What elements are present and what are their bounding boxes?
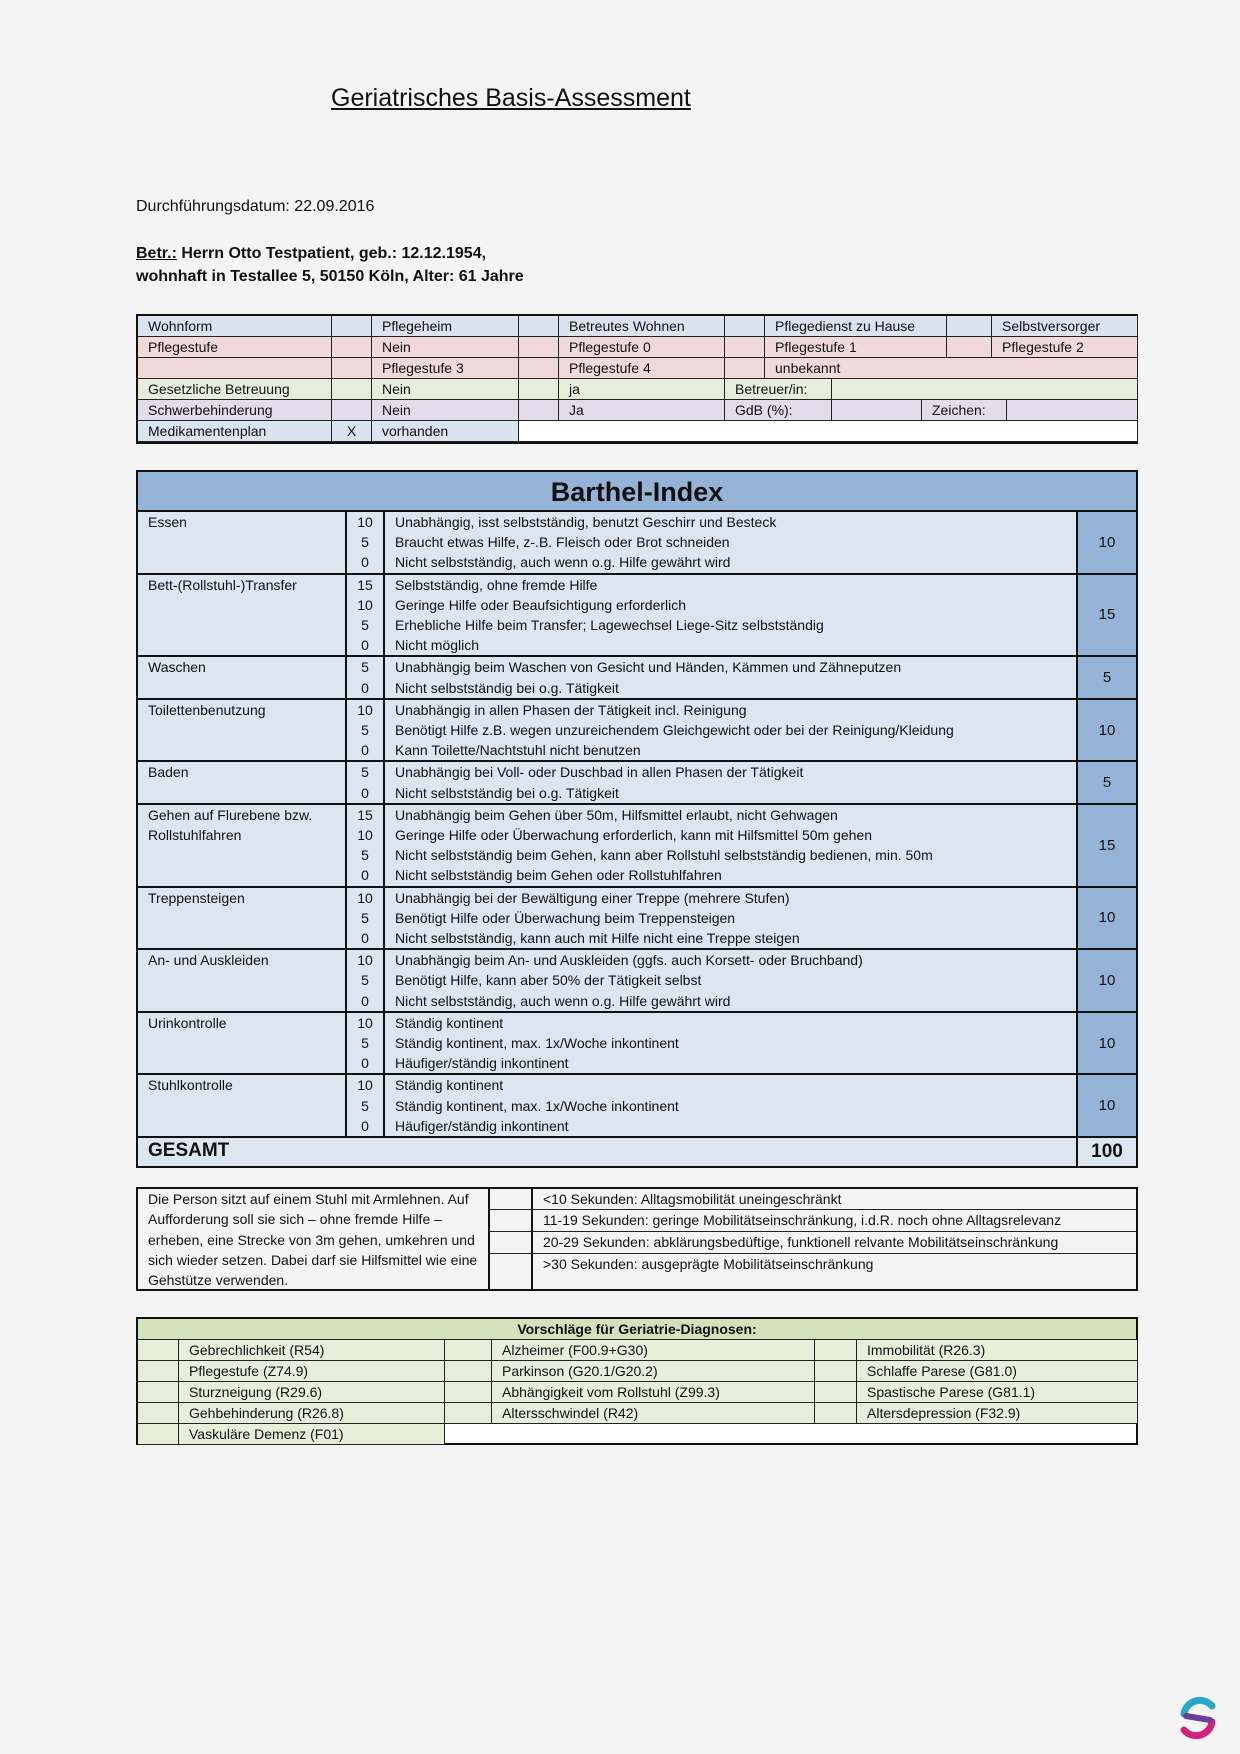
item-score[interactable]: 10 (1076, 1075, 1136, 1136)
option-points: 0 (361, 742, 369, 759)
barthel-item-label: Waschen (148, 659, 206, 676)
option-points: 10 (357, 889, 373, 906)
info-cell: Pflegeheim (372, 316, 519, 337)
option-description: Unabhängig beim An- und Auskleiden (ggfs. auch Korsett- oder Bruchband) (395, 952, 863, 969)
mobility-option-label: >30 Sekunden: ausgeprägte Mobilitätseinschränkung (543, 1256, 874, 1272)
barthel-row (138, 950, 1136, 1013)
option-description: Erhebliche Hilfe beim Transfer; Lagewechsel Liege-Sitz selbstständig (395, 617, 824, 633)
mobility-option-label: 11-19 Sekunden: geringe Mobilitätseinschränkung, i.d.R. noch ohne Alltagsrelevanz (543, 1212, 1062, 1228)
option-points: 15 (357, 576, 373, 593)
mobility-option-checkbox[interactable] (488, 1189, 533, 1209)
option-points: 10 (357, 952, 373, 969)
description-column (395, 512, 776, 573)
diagnosis-checkbox[interactable] (138, 1382, 179, 1403)
mobility-option-checkbox[interactable] (488, 1210, 533, 1231)
item-score[interactable]: 5 (1076, 762, 1136, 802)
option-points: 15 (357, 806, 373, 823)
barthel-item-label: Gehen auf Flurebene bzw. Rollstuhlfahren (148, 806, 313, 843)
option-description: Nicht selbstständig beim Gehen, kann aber Rollstuhl selbstständig bedienen, min. 50m (395, 847, 933, 864)
description-column (395, 950, 863, 1011)
option-description: Selbstständig, ohne fremde Hilfe (395, 576, 598, 593)
checkbox-cell[interactable] (332, 316, 372, 337)
diagnosis-checkbox[interactable] (138, 1424, 179, 1445)
points-column (345, 512, 385, 573)
patient-name: Herrn Otto Testpatient, geb.: 12.12.1954, (176, 245, 487, 262)
document-title: Geriatrisches Basis-Assessment (331, 84, 691, 112)
checkbox-cell[interactable] (947, 316, 992, 337)
item-score[interactable]: 10 (1076, 512, 1136, 573)
option-points: 5 (361, 617, 369, 633)
barthel-row (138, 762, 1136, 804)
option-description: Häufiger/ständig inkontinent (395, 1055, 569, 1072)
option-description: Benötigt Hilfe z.B. wegen unzureichendem Gleichgewicht oder bei der Reinigung/Kleidung (395, 722, 954, 738)
checkbox-cell[interactable] (519, 316, 559, 337)
diagnoses-table (136, 1317, 1138, 1445)
info-cell: Pflegestufe (138, 337, 332, 358)
item-score[interactable]: 15 (1076, 575, 1136, 656)
barthel-row (138, 888, 1136, 951)
option-points: 10 (357, 827, 373, 843)
option-description: Nicht selbstständig, kann auch mit Hilfe nicht eine Treppe steigen (395, 930, 800, 946)
checkbox-cell[interactable] (332, 337, 372, 358)
description-column (395, 888, 800, 949)
option-points: 10 (357, 701, 373, 718)
diagnosis-label: Pflegestufe (Z74.9) (179, 1361, 445, 1382)
option-points: 10 (357, 514, 373, 530)
option-points: 0 (361, 784, 369, 801)
barthel-row (138, 1075, 1136, 1138)
option-points: 0 (361, 1117, 369, 1134)
option-points: 5 (361, 1097, 369, 1114)
info-cell: Pflegestufe 0 (559, 337, 725, 358)
diagnosis-checkbox[interactable] (445, 1382, 492, 1403)
barthel-item-label: Baden (148, 764, 189, 781)
diagnosis-label: Alzheimer (F00.9+G30) (492, 1340, 815, 1361)
info-cell: Medikamentenplan (138, 421, 332, 442)
info-cell: Nein (372, 400, 519, 421)
patient-line-2: wohnhaft in Testallee 5, 50150 Köln, Alter: 61 Jahre (136, 268, 524, 285)
mobility-option-row (488, 1254, 1136, 1289)
diagnosis-label: Gebrechlichkeit (R54) (179, 1340, 445, 1361)
option-points: 10 (357, 1014, 373, 1031)
option-description: Ständig kontinent, max. 1x/Woche inkontinent (395, 1097, 679, 1114)
option-points: 0 (361, 554, 369, 571)
diagnosis-label: Parkinson (G20.1/G20.2) (492, 1361, 815, 1382)
option-description: Nicht selbstständig beim Gehen oder Rollstuhlfahren (395, 867, 722, 884)
option-description: Braucht etwas Hilfe, z-.B. Fleisch oder Brot schneiden (395, 534, 730, 551)
item-score[interactable]: 10 (1076, 1013, 1136, 1074)
info-cell: Betreutes Wohnen (559, 316, 725, 337)
date-line: Durchführungsdatum: 22.09.2016 (136, 198, 375, 215)
description-column (395, 657, 901, 697)
diagnosis-checkbox[interactable] (138, 1403, 179, 1424)
checkbox-cell[interactable] (332, 358, 372, 379)
barthel-item-label: An- und Auskleiden (148, 952, 269, 969)
option-description: Unabhängig in allen Phasen der Tätigkeit incl. Reinigung (395, 701, 747, 718)
option-description: Unabhängig beim Waschen von Gesicht und Händen, Kämmen und Zähneputzen (395, 659, 902, 676)
option-description: Benötigt Hilfe oder Überwachung beim Treppensteigen (395, 909, 736, 926)
patient-line-1 (136, 245, 486, 263)
points-column (345, 575, 385, 656)
diagnosis-label: Schlaffe Parese (G81.0) (857, 1361, 1138, 1382)
info-cell: Selbstversorger (992, 316, 1138, 337)
option-points: 5 (361, 659, 369, 676)
info-cell: Nein (372, 379, 519, 400)
option-points: 5 (361, 534, 369, 551)
option-points: 5 (361, 1035, 369, 1051)
description-column (395, 700, 954, 761)
diagnosis-label: Sturzneigung (R29.6) (179, 1382, 445, 1403)
checkbox-cell[interactable] (332, 400, 372, 421)
barthel-item-label: Treppensteigen (148, 889, 245, 906)
barthel-item-label: Bett-(Rollstuhl-)Transfer (148, 576, 297, 593)
info-cell (519, 421, 1138, 442)
info-cell: Ja (559, 400, 725, 421)
diagnosis-label: Vaskuläre Demenz (F01) (179, 1424, 445, 1445)
diagnosis-label: Gehbehinderung (R26.8) (179, 1403, 445, 1424)
item-score[interactable]: 15 (1076, 805, 1136, 886)
info-cell: Betreuer/in: (725, 379, 832, 400)
barthel-row (138, 1013, 1136, 1076)
mobility-option-checkbox[interactable] (488, 1232, 533, 1253)
option-points: 5 (361, 722, 369, 738)
barthel-item-label: Essen (148, 514, 187, 530)
info-cell: Zeichen: (922, 400, 1007, 421)
checkbox-cell[interactable] (519, 337, 559, 358)
mobility-test-description: Die Person sitzt auf einem Stuhl mit Armlehnen. Auf Aufforderung soll sie sich – ohne fremde Hilfe – erheben, eine Strecke von 3m gehen, umkehren und sich wieder setzen. Dabei darf sie Hilfsmittel wie eine Gehstütze verwenden. (148, 1191, 478, 1289)
option-description: Unabhängig beim Gehen über 50m, Hilfsmittel erlaubt, nicht Gehwagen (395, 806, 838, 823)
barthel-row (138, 657, 1136, 699)
option-points: 10 (357, 1077, 373, 1094)
option-description: Unabhängig bei der Bewältigung einer Treppe (mehrere Stufen) (395, 889, 790, 906)
diagnosis-label: Spastische Parese (G81.1) (857, 1382, 1138, 1403)
option-points: 5 (361, 847, 369, 864)
diagnoses-title: Vorschläge für Geriatrie-Diagnosen: (138, 1319, 1136, 1340)
checkbox-cell[interactable] (725, 358, 765, 379)
betr-label: Betr.: (136, 245, 177, 262)
checkbox-cell[interactable]: X (332, 421, 372, 442)
info-cell (138, 358, 332, 379)
barthel-row (138, 700, 1136, 763)
info-cell: Schwerbehinderung (138, 400, 332, 421)
barthel-row (138, 805, 1136, 888)
diagnosis-checkbox[interactable] (815, 1382, 857, 1403)
description-column (395, 805, 933, 886)
item-score[interactable]: 10 (1076, 888, 1136, 949)
info-cell: Pflegestufe 3 (372, 358, 519, 379)
points-column (345, 762, 385, 802)
option-description: Nicht selbstständig, auch wenn o.g. Hilfe gewährt wird (395, 992, 731, 1009)
option-points: 10 (357, 596, 373, 613)
option-points: 5 (361, 764, 369, 781)
info-cell (832, 379, 1138, 400)
diagnosis-checkbox[interactable] (445, 1403, 492, 1424)
mobility-option-label: 20-29 Sekunden: abklärungsbedüftige, funktionell relvante Mobilitätseinschränkung (543, 1234, 1059, 1250)
barthel-index-table (136, 470, 1138, 1168)
option-description: Ständig kontinent, max. 1x/Woche inkontinent (395, 1035, 679, 1051)
option-points: 0 (361, 1055, 369, 1072)
barthel-title: Barthel-Index (138, 472, 1136, 512)
diagnosis-label: Abhängigkeit vom Rollstuhl (Z99.3) (492, 1382, 815, 1403)
diagnosis-checkbox[interactable] (445, 1340, 492, 1361)
item-score[interactable]: 10 (1076, 700, 1136, 761)
checkbox-cell[interactable] (725, 316, 765, 337)
info-cell: ja (559, 379, 725, 400)
option-description: Nicht möglich (395, 637, 480, 654)
barthel-total-row (138, 1138, 1136, 1166)
info-cell: vorhanden (372, 421, 519, 442)
checkbox-cell[interactable] (519, 400, 559, 421)
barthel-item-label: Urinkontrolle (148, 1014, 227, 1031)
option-description: Kann Toilette/Nachtstuhl nicht benutzen (395, 742, 641, 759)
points-column (345, 1013, 385, 1074)
points-column (345, 657, 385, 697)
option-points: 0 (361, 867, 369, 884)
total-value: 100 (1076, 1138, 1136, 1166)
info-cell: Pflegedienst zu Hause (765, 316, 947, 337)
info-cell: unbekannt (765, 358, 1138, 379)
info-cell (832, 400, 922, 421)
option-description: Nicht selbstständig bei o.g. Tätigkeit (395, 784, 619, 801)
barthel-row (138, 512, 1136, 575)
mobility-option-label: <10 Sekunden: Alltagsmobilität uneingeschränkt (543, 1191, 842, 1207)
option-description: Häufiger/ständig inkontinent (395, 1117, 569, 1134)
diagnosis-checkbox[interactable] (815, 1340, 857, 1361)
barthel-item-label: Toilettenbenutzung (148, 701, 266, 718)
diagnosis-label: Altersschwindel (R42) (492, 1403, 815, 1424)
info-cell (1007, 400, 1138, 421)
description-column (395, 575, 824, 656)
logo-icon (1174, 1694, 1222, 1742)
barthel-row (138, 575, 1136, 658)
option-description: Nicht selbstständig bei o.g. Tätigkeit (395, 679, 619, 696)
diagnosis-label: Immobilität (R26.3) (857, 1340, 1138, 1361)
info-cell: Pflegestufe 2 (992, 337, 1138, 358)
checkbox-cell[interactable] (332, 379, 372, 400)
option-description: Geringe Hilfe oder Überwachung erforderlich, kann mit Hilfsmittel 50m gehen (395, 827, 872, 843)
points-column (345, 1075, 385, 1136)
info-cell: Pflegestufe 4 (559, 358, 725, 379)
option-description: Ständig kontinent (395, 1077, 504, 1094)
points-column (345, 950, 385, 1011)
diagnosis-checkbox[interactable] (445, 1361, 492, 1382)
living-situation-table (136, 314, 1138, 444)
option-description: Geringe Hilfe oder Beaufsichtigung erforderlich (395, 596, 687, 613)
checkbox-cell[interactable] (519, 379, 559, 400)
timed-up-and-go-table (136, 1187, 1138, 1291)
mobility-option-checkbox[interactable] (488, 1254, 533, 1289)
mobility-option-row (488, 1232, 1136, 1254)
diagnosis-checkbox[interactable] (138, 1361, 179, 1382)
option-points: 0 (361, 637, 369, 654)
option-description: Ständig kontinent (395, 1014, 504, 1031)
points-column (345, 805, 385, 886)
option-points: 0 (361, 930, 369, 946)
option-points: 0 (361, 679, 369, 696)
info-cell: GdB (%): (725, 400, 832, 421)
item-score[interactable]: 10 (1076, 950, 1136, 1011)
diagnosis-checkbox[interactable] (138, 1340, 179, 1361)
checkbox-cell[interactable] (947, 337, 992, 358)
points-column (345, 700, 385, 761)
description-column (395, 762, 803, 802)
info-cell: Nein (372, 337, 519, 358)
barthel-item-label: Stuhlkontrolle (148, 1077, 233, 1094)
mobility-option-row (488, 1210, 1136, 1232)
description-column (395, 1013, 679, 1074)
option-description: Unabhängig, isst selbstständig, benutzt Geschirr und Besteck (395, 514, 777, 530)
option-description: Nicht selbstständig, auch wenn o.g. Hilfe gewährt wird (395, 554, 731, 571)
option-points: 5 (361, 972, 369, 989)
points-column (345, 888, 385, 949)
item-score[interactable]: 5 (1076, 657, 1136, 697)
mobility-option-row (488, 1189, 1136, 1210)
info-cell: Gesetzliche Betreuung (138, 379, 332, 400)
diagnosis-checkbox[interactable] (815, 1361, 857, 1382)
diagnosis-checkbox[interactable] (815, 1403, 857, 1424)
option-points: 0 (361, 992, 369, 1009)
checkbox-cell[interactable] (725, 337, 765, 358)
total-label: GESAMT (148, 1140, 230, 1161)
checkbox-cell[interactable] (519, 358, 559, 379)
option-description: Benötigt Hilfe, kann aber 50% der Tätigkeit selbst (395, 972, 702, 989)
option-description: Unabhängig bei Voll- oder Duschbad in allen Phasen der Tätigkeit (395, 764, 804, 781)
info-cell: Pflegestufe 1 (765, 337, 947, 358)
info-cell: Wohnform (138, 316, 332, 337)
diagnosis-label: Altersdepression (F32.9) (857, 1403, 1138, 1424)
description-column (395, 1075, 679, 1136)
option-points: 5 (361, 909, 369, 926)
